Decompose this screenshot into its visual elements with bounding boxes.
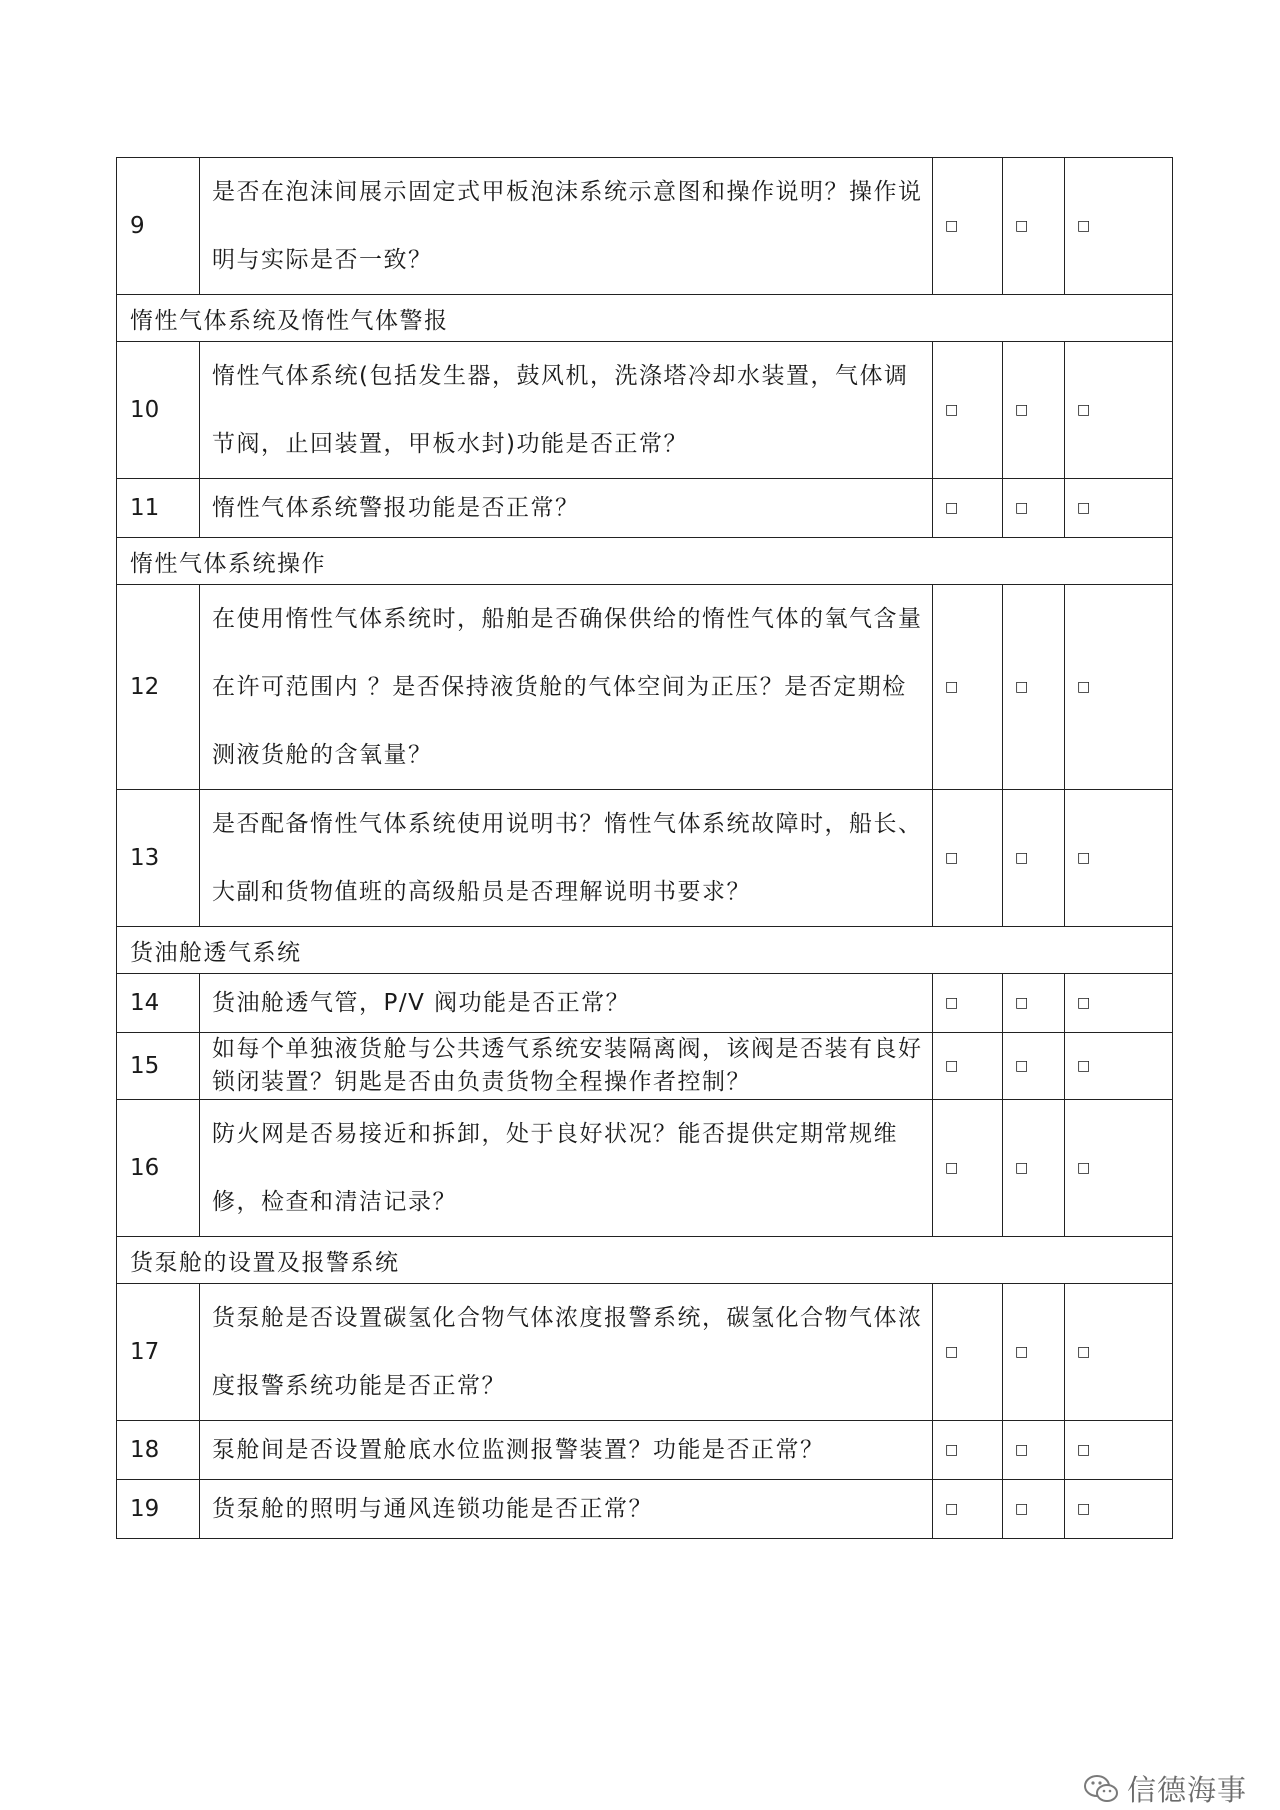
checkbox-cell-na[interactable] bbox=[1065, 342, 1173, 479]
checklist-row bbox=[117, 1284, 1173, 1421]
item-number: 19 bbox=[117, 1480, 200, 1539]
item-number: 14 bbox=[117, 974, 200, 1033]
item-number: 9 bbox=[117, 158, 200, 295]
checkbox-cell-na[interactable] bbox=[1065, 479, 1173, 538]
checkbox-cell-yes[interactable] bbox=[933, 158, 1003, 295]
checkbox-na[interactable]: □ bbox=[1077, 1058, 1091, 1074]
checklist-row bbox=[117, 158, 1173, 295]
item-question: 是否配备惰性气体系统使用说明书？惰性气体系统故障时，船长、大副和货物值班的高级船员是否理解说明书要求？ bbox=[200, 790, 933, 927]
watermark bbox=[1083, 1768, 1247, 1809]
item-number: 13 bbox=[117, 790, 200, 927]
item-number: 12 bbox=[117, 585, 200, 790]
wechat-icon bbox=[1083, 1774, 1119, 1804]
item-question: 防火网是否易接近和拆卸，处于良好状况？能否提供定期常规维修，检查和清洁记录？ bbox=[200, 1100, 933, 1237]
checkbox-yes[interactable]: □ bbox=[945, 1442, 959, 1458]
checkbox-yes[interactable]: □ bbox=[945, 1344, 959, 1360]
checkbox-cell-yes[interactable] bbox=[933, 1284, 1003, 1421]
checkbox-na[interactable]: □ bbox=[1077, 1442, 1091, 1458]
checkbox-na[interactable]: □ bbox=[1077, 402, 1091, 418]
checkbox-cell-yes[interactable] bbox=[933, 1421, 1003, 1480]
checkbox-no[interactable]: □ bbox=[1015, 995, 1029, 1011]
checklist-row bbox=[117, 1033, 1173, 1100]
checkbox-yes[interactable]: □ bbox=[945, 850, 959, 866]
checkbox-cell-yes[interactable] bbox=[933, 790, 1003, 927]
section-row bbox=[117, 1237, 1173, 1284]
checkbox-cell-yes[interactable] bbox=[933, 585, 1003, 790]
checkbox-cell-na[interactable] bbox=[1065, 790, 1173, 927]
checkbox-no[interactable]: □ bbox=[1015, 1058, 1029, 1074]
checkbox-no[interactable]: □ bbox=[1015, 1344, 1029, 1360]
item-question: 在使用惰性气体系统时，船舶是否确保供给的惰性气体的氧气含量在许可范围内 ？是否保持液货舱的气体空间为正压？是否定期检测液货舱的含氧量？ bbox=[200, 585, 933, 790]
checklist-row bbox=[117, 1480, 1173, 1539]
checkbox-cell-yes[interactable] bbox=[933, 1033, 1003, 1100]
item-question: 是否在泡沫间展示固定式甲板泡沫系统示意图和操作说明？操作说明与实际是否一致？ bbox=[200, 158, 933, 295]
item-number: 10 bbox=[117, 342, 200, 479]
checkbox-cell-na[interactable] bbox=[1065, 1284, 1173, 1421]
checklist-row bbox=[117, 1100, 1173, 1237]
checkbox-cell-no[interactable] bbox=[1003, 1100, 1065, 1237]
section-title: 惰性气体系统操作 bbox=[117, 538, 1173, 585]
checkbox-cell-yes[interactable] bbox=[933, 974, 1003, 1033]
checkbox-no[interactable]: □ bbox=[1015, 1442, 1029, 1458]
checkbox-na[interactable]: □ bbox=[1077, 1501, 1091, 1517]
item-question: 货泵舱是否设置碳氢化合物气体浓度报警系统，碳氢化合物气体浓度报警系统功能是否正常？ bbox=[200, 1284, 933, 1421]
item-question: 货泵舱的照明与通风连锁功能是否正常？ bbox=[200, 1480, 933, 1539]
checkbox-yes[interactable]: □ bbox=[945, 679, 959, 695]
checkbox-cell-na[interactable] bbox=[1065, 1480, 1173, 1539]
checkbox-yes[interactable]: □ bbox=[945, 1160, 959, 1176]
checkbox-yes[interactable]: □ bbox=[945, 218, 959, 234]
section-title: 货油舱透气系统 bbox=[117, 927, 1173, 974]
checkbox-cell-na[interactable] bbox=[1065, 974, 1173, 1033]
item-question: 如每个单独液货舱与公共透气系统安装隔离阀，该阀是否装有良好锁闭装置？钥匙是否由负责货物全程操作者控制？ bbox=[200, 1033, 933, 1100]
item-question: 货油舱透气管，P/V 阀功能是否正常？ bbox=[200, 974, 933, 1033]
checkbox-no[interactable]: □ bbox=[1015, 850, 1029, 866]
checkbox-cell-no[interactable] bbox=[1003, 1480, 1065, 1539]
item-question: 惰性气体系统警报功能是否正常？ bbox=[200, 479, 933, 538]
checklist-table bbox=[116, 157, 1173, 1539]
checkbox-na[interactable]: □ bbox=[1077, 1160, 1091, 1176]
watermark-text: 信德海事 bbox=[1127, 1773, 1248, 1807]
checkbox-cell-na[interactable] bbox=[1065, 158, 1173, 295]
checklist-row bbox=[117, 790, 1173, 927]
checkbox-yes[interactable]: □ bbox=[945, 995, 959, 1011]
item-number: 11 bbox=[117, 479, 200, 538]
checkbox-yes[interactable]: □ bbox=[945, 1058, 959, 1074]
checkbox-na[interactable]: □ bbox=[1077, 995, 1091, 1011]
section-title: 货泵舱的设置及报警系统 bbox=[117, 1237, 1173, 1284]
checkbox-cell-na[interactable] bbox=[1065, 1421, 1173, 1480]
checklist-row bbox=[117, 974, 1173, 1033]
checkbox-na[interactable]: □ bbox=[1077, 500, 1091, 516]
checkbox-cell-yes[interactable] bbox=[933, 1100, 1003, 1237]
checkbox-no[interactable]: □ bbox=[1015, 218, 1029, 234]
checkbox-cell-no[interactable] bbox=[1003, 1421, 1065, 1480]
checkbox-yes[interactable]: □ bbox=[945, 402, 959, 418]
checklist-row bbox=[117, 342, 1173, 479]
item-number: 17 bbox=[117, 1284, 200, 1421]
checkbox-na[interactable]: □ bbox=[1077, 1344, 1091, 1360]
checkbox-na[interactable]: □ bbox=[1077, 679, 1091, 695]
checkbox-na[interactable]: □ bbox=[1077, 850, 1091, 866]
item-question: 惰性气体系统(包括发生器，鼓风机，洗涤塔冷却水装置，气体调节阀，止回装置，甲板水封)功能是否正常？ bbox=[200, 342, 933, 479]
checkbox-cell-no[interactable] bbox=[1003, 479, 1065, 538]
checkbox-yes[interactable]: □ bbox=[945, 1501, 959, 1517]
checkbox-no[interactable]: □ bbox=[1015, 1501, 1029, 1517]
checklist-body bbox=[117, 158, 1173, 1539]
checkbox-yes[interactable]: □ bbox=[945, 500, 959, 516]
item-question: 泵舱间是否设置舱底水位监测报警装置？功能是否正常？ bbox=[200, 1421, 933, 1480]
checkbox-no[interactable]: □ bbox=[1015, 679, 1029, 695]
section-row bbox=[117, 295, 1173, 342]
checkbox-cell-no[interactable] bbox=[1003, 1284, 1065, 1421]
checkbox-cell-na[interactable] bbox=[1065, 585, 1173, 790]
checklist-row bbox=[117, 1421, 1173, 1480]
checkbox-cell-no[interactable] bbox=[1003, 585, 1065, 790]
checkbox-cell-yes[interactable] bbox=[933, 1480, 1003, 1539]
checkbox-cell-na[interactable] bbox=[1065, 1100, 1173, 1237]
checkbox-cell-na[interactable] bbox=[1065, 1033, 1173, 1100]
checkbox-na[interactable]: □ bbox=[1077, 218, 1091, 234]
checklist-row bbox=[117, 479, 1173, 538]
checkbox-cell-no[interactable] bbox=[1003, 342, 1065, 479]
item-number: 18 bbox=[117, 1421, 200, 1480]
checklist-row bbox=[117, 585, 1173, 790]
section-row bbox=[117, 927, 1173, 974]
checkbox-no[interactable]: □ bbox=[1015, 500, 1029, 516]
checkbox-cell-yes[interactable] bbox=[933, 342, 1003, 479]
checkbox-cell-no[interactable] bbox=[1003, 974, 1065, 1033]
section-title: 惰性气体系统及惰性气体警报 bbox=[117, 295, 1173, 342]
checkbox-cell-no[interactable] bbox=[1003, 1033, 1065, 1100]
checkbox-no[interactable]: □ bbox=[1015, 402, 1029, 418]
section-row bbox=[117, 538, 1173, 585]
checkbox-no[interactable]: □ bbox=[1015, 1160, 1029, 1176]
item-number: 16 bbox=[117, 1100, 200, 1237]
item-number: 15 bbox=[117, 1033, 200, 1100]
checkbox-cell-no[interactable] bbox=[1003, 158, 1065, 295]
checkbox-cell-yes[interactable] bbox=[933, 479, 1003, 538]
checkbox-cell-no[interactable] bbox=[1003, 790, 1065, 927]
